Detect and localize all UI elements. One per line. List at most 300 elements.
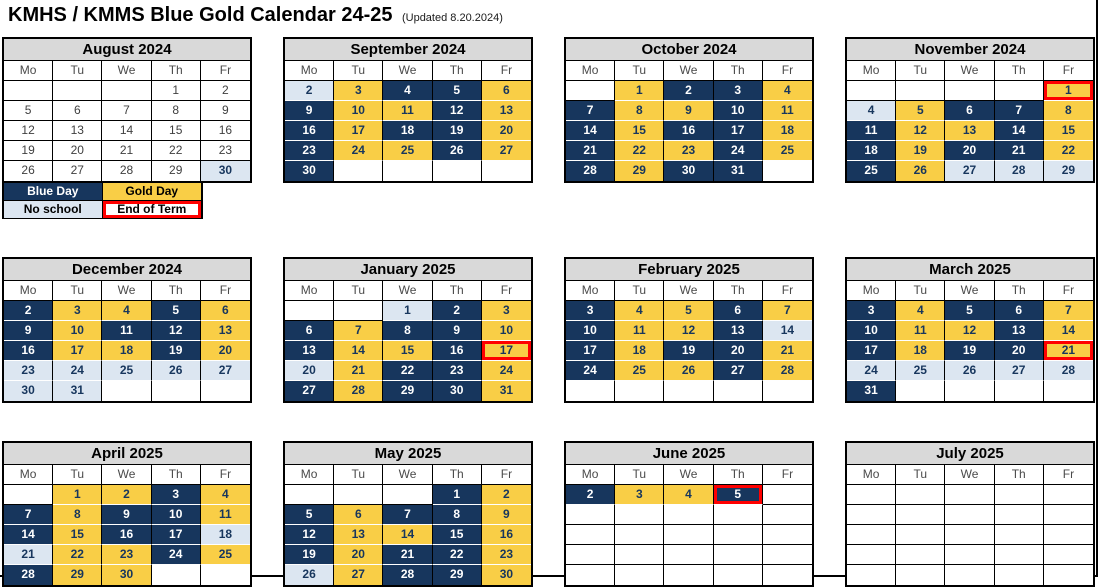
week-row xyxy=(285,485,531,505)
weekday-label: Tu xyxy=(896,281,945,300)
day-cell-white: 28 xyxy=(102,161,151,181)
day-cell-white: 14 xyxy=(102,121,151,141)
day-cell-gold-day: 9 xyxy=(664,101,713,121)
day-cell-gold-day: 22 xyxy=(615,141,664,161)
day-cell-no-school: 25 xyxy=(896,361,945,381)
day-cell-blue-day: 28 xyxy=(566,161,615,181)
week-row xyxy=(847,545,1093,565)
weekday-label: We xyxy=(664,61,713,80)
day-cell-empty xyxy=(1044,381,1093,401)
day-cell-gold-day: 15 xyxy=(53,525,102,545)
day-cell-blue-day: 19 xyxy=(664,341,713,361)
day-cell-gold-day: 26 xyxy=(896,161,945,181)
week-row xyxy=(847,381,1093,401)
week-row xyxy=(847,81,1093,101)
weekday-label: Th xyxy=(433,61,482,80)
day-cell-blue-day: 30 xyxy=(433,381,482,401)
day-cell-blue-day: 6 xyxy=(714,301,763,321)
weekday-header-row xyxy=(566,465,812,485)
day-cell-blue-day: 24 xyxy=(152,545,201,565)
day-cell-empty xyxy=(896,565,945,585)
weekday-label: We xyxy=(102,465,151,484)
weekday-label: Fr xyxy=(1062,467,1075,481)
day-cell-gold-day: 17 xyxy=(53,341,102,361)
week-row xyxy=(4,121,250,141)
day-cell-blue-day: 13 xyxy=(285,341,334,361)
day-cell-empty xyxy=(847,565,896,585)
day-cell-gold-day: 7 xyxy=(334,321,383,341)
day-cell-white: 12 xyxy=(4,121,53,141)
day-cell-blue-day: 8 xyxy=(383,321,432,341)
day-cell-gold-day: 9 xyxy=(482,505,531,525)
day-cell-blue-day: 19 xyxy=(945,341,994,361)
month-title-march-2025: March 2025 xyxy=(847,259,1093,281)
day-cell-white: 16 xyxy=(201,121,250,141)
weekday-label: We xyxy=(383,281,432,300)
day-cell-gold-day: 20 xyxy=(201,341,250,361)
day-cell-no-school: 21 xyxy=(4,545,53,565)
day-cell-empty xyxy=(615,381,664,401)
day-cell-white: 15 xyxy=(152,121,201,141)
day-cell-gold-day: 2 xyxy=(482,485,531,505)
weekday-label: Th xyxy=(714,465,763,484)
day-cell-no-school: 26 xyxy=(152,361,201,381)
week-row xyxy=(847,361,1093,381)
day-cell-empty xyxy=(995,505,1044,525)
day-cell-blue-day: 21 xyxy=(566,141,615,161)
month-title-august-2024: August 2024 xyxy=(4,39,250,61)
day-cell-empty xyxy=(847,525,896,545)
day-cell-gold-day: 15 xyxy=(383,341,432,361)
day-cell-blue-day: 17 xyxy=(566,341,615,361)
week-row xyxy=(566,101,812,121)
month-march-2025 xyxy=(845,257,1095,403)
weekday-label: We xyxy=(383,61,432,80)
day-cell-empty xyxy=(763,485,812,505)
day-cell-gold-day: 8 xyxy=(615,101,664,121)
day-cell-blue-day: 13 xyxy=(714,321,763,341)
day-cell-empty xyxy=(763,161,812,181)
week-row xyxy=(285,321,531,341)
weekday-label: Tu xyxy=(334,281,383,300)
week-row xyxy=(285,81,531,101)
weekday-header-row xyxy=(285,61,531,81)
day-cell-empty xyxy=(847,505,896,525)
day-cell-empty xyxy=(714,565,763,585)
day-cell-empty xyxy=(664,381,713,401)
weekday-header-row xyxy=(847,465,1093,485)
month-wrap-january-2025 xyxy=(283,257,533,403)
week-row xyxy=(566,81,812,101)
day-cell-gold-day: 13 xyxy=(201,321,250,341)
weekday-label: Mo xyxy=(566,61,615,80)
weekday-label: Fr xyxy=(500,63,513,77)
day-cell-blue-day: 23 xyxy=(433,361,482,381)
weekday-label: We xyxy=(664,281,713,300)
day-cell-gold-day: 12 xyxy=(896,121,945,141)
month-title-june-2025: June 2025 xyxy=(566,443,812,465)
day-cell-gold-day: 31 xyxy=(482,381,531,401)
day-cell-blue-day: 17 xyxy=(152,525,201,545)
day-cell-blue-day: 30 xyxy=(285,161,334,181)
weekday-label: Th xyxy=(714,281,763,300)
week-row xyxy=(566,341,812,361)
week-row xyxy=(4,545,250,565)
day-cell-no-school: 28 xyxy=(995,161,1044,181)
weekday-label: Th xyxy=(152,281,201,300)
day-cell-empty xyxy=(1044,545,1093,565)
month-title-april-2025: April 2025 xyxy=(4,443,250,465)
day-cell-blue-day: 14 xyxy=(4,525,53,545)
month-wrap-july-2025 xyxy=(845,441,1095,587)
day-cell-no-school: 27 xyxy=(945,161,994,181)
day-cell-empty xyxy=(152,565,201,585)
day-cell-empty xyxy=(566,565,615,585)
day-cell-gold-day: 28 xyxy=(334,381,383,401)
week-row xyxy=(285,545,531,565)
day-cell-gold-day: 29 xyxy=(53,565,102,585)
day-cell-blue-day: 29 xyxy=(383,381,432,401)
day-cell-blue-day: 5 xyxy=(285,505,334,525)
day-cell-gold-day: 30 xyxy=(102,565,151,585)
month-wrap-may-2025 xyxy=(283,441,533,587)
day-cell-white: 21 xyxy=(102,141,151,161)
month-may-2025 xyxy=(283,441,533,587)
weekday-label: Th xyxy=(152,61,201,80)
weekday-label: Mo xyxy=(4,61,53,80)
week-row xyxy=(566,381,812,401)
week-row xyxy=(566,141,812,161)
week-row xyxy=(566,161,812,181)
weekday-label: Fr xyxy=(781,283,794,297)
day-cell-blue-day: 14 xyxy=(995,121,1044,141)
weekday-label: We xyxy=(945,281,994,300)
weekday-label: Mo xyxy=(566,281,615,300)
week-row xyxy=(285,101,531,121)
day-cell-blue-day: 27 xyxy=(285,381,334,401)
day-cell-gold-day: 16 xyxy=(482,525,531,545)
day-cell-gold-day: 7 xyxy=(1044,301,1093,321)
day-cell-empty xyxy=(896,525,945,545)
month-title-december-2024: December 2024 xyxy=(4,259,250,281)
week-row xyxy=(566,545,812,565)
day-cell-empty xyxy=(945,565,994,585)
day-cell-empty xyxy=(945,545,994,565)
weekday-header-row xyxy=(4,465,250,485)
day-cell-blue-day: 21 xyxy=(995,141,1044,161)
day-cell-gold-day: 15 xyxy=(615,121,664,141)
day-cell-gold-day: 24 xyxy=(334,141,383,161)
day-cell-gold-day: 19 xyxy=(896,141,945,161)
day-cell-gold-day: 27 xyxy=(334,565,383,585)
day-cell-white: 5 xyxy=(4,101,53,121)
day-cell-gold-day: 10 xyxy=(334,101,383,121)
day-cell-no-school: 25 xyxy=(102,361,151,381)
month-title-january-2025: January 2025 xyxy=(285,259,531,281)
day-cell-gold-day: 4 xyxy=(615,301,664,321)
day-cell-empty xyxy=(896,485,945,505)
day-cell-gold-day: 14 xyxy=(334,341,383,361)
day-cell-blue-day: 3 xyxy=(566,301,615,321)
day-cell-gold-day: 23 xyxy=(664,141,713,161)
day-cell-gold-day: 5 xyxy=(896,101,945,121)
week-row xyxy=(285,565,531,585)
day-cell-gold-day: 25 xyxy=(201,545,250,565)
week-row xyxy=(285,361,531,381)
day-cell-empty xyxy=(1044,565,1093,585)
day-cell-gold-day: 18 xyxy=(896,341,945,361)
month-june-2025 xyxy=(564,441,814,587)
day-cell-gold-day: 4 xyxy=(102,301,151,321)
day-cell-blue-day: 6 xyxy=(285,321,334,341)
weekday-label: We xyxy=(383,465,432,484)
day-cell-gold-day: 18 xyxy=(102,341,151,361)
week-row xyxy=(847,101,1093,121)
day-cell-no-school: 20 xyxy=(285,361,334,381)
day-cell-empty xyxy=(566,81,615,101)
day-cell-empty xyxy=(285,485,334,505)
day-cell-gold-day: 29 xyxy=(615,161,664,181)
day-cell-gold-day: 21 xyxy=(334,361,383,381)
day-cell-empty xyxy=(995,565,1044,585)
day-cell-empty xyxy=(566,505,615,525)
weekday-label: Fr xyxy=(219,63,232,77)
day-cell-gold-day: 11 xyxy=(896,321,945,341)
week-row xyxy=(847,121,1093,141)
day-cell-gold-day: 23 xyxy=(102,545,151,565)
weekday-label: Tu xyxy=(53,465,102,484)
day-cell-blue-day: 5 xyxy=(433,81,482,101)
week-row xyxy=(847,505,1093,525)
day-cell-empty xyxy=(566,545,615,565)
month-july-2025 xyxy=(845,441,1095,587)
month-title-february-2025: February 2025 xyxy=(566,259,812,281)
day-cell-blue-day: 10 xyxy=(152,505,201,525)
day-cell-gold-day: 11 xyxy=(763,101,812,121)
day-cell-empty xyxy=(896,545,945,565)
day-cell-empty xyxy=(763,381,812,401)
weekday-header-row xyxy=(4,61,250,81)
day-cell-no-school: 24 xyxy=(847,361,896,381)
week-row xyxy=(566,565,812,585)
week-row xyxy=(847,321,1093,341)
day-cell-blue-day: 31 xyxy=(847,381,896,401)
legend-blue-day: Blue Day xyxy=(4,183,103,200)
weekday-label: Mo xyxy=(847,281,896,300)
weekday-header-row xyxy=(285,465,531,485)
day-cell-gold-day: 4 xyxy=(896,301,945,321)
weekday-label: Fr xyxy=(500,283,513,297)
day-cell-white: 23 xyxy=(201,141,250,161)
day-cell-blue-day: 15 xyxy=(433,525,482,545)
day-cell-no-school: 27 xyxy=(201,361,250,381)
weekday-label: Mo xyxy=(285,281,334,300)
day-cell-blue-day: 4 xyxy=(383,81,432,101)
day-cell-gold-day: 4 xyxy=(664,485,713,505)
day-cell-white: 7 xyxy=(102,101,151,121)
day-cell-gold-day: 17 xyxy=(334,121,383,141)
day-cell-blue-day: 12 xyxy=(433,101,482,121)
month-september-2024 xyxy=(283,37,533,183)
day-cell-no-school: 26 xyxy=(285,565,334,585)
day-cell-white: 19 xyxy=(4,141,53,161)
week-row xyxy=(4,525,250,545)
month-october-2024 xyxy=(564,37,814,183)
month-title-july-2025: July 2025 xyxy=(847,443,1093,465)
day-cell-empty xyxy=(102,381,151,401)
month-wrap-april-2025 xyxy=(2,441,252,587)
day-cell-no-school: 23 xyxy=(4,361,53,381)
day-cell-blue-day: 3 xyxy=(152,485,201,505)
day-cell-gold-day: 8 xyxy=(1044,101,1093,121)
day-cell-blue-day: 5 xyxy=(714,485,763,505)
day-cell-gold-day: 14 xyxy=(1044,321,1093,341)
day-cell-blue-day: 1 xyxy=(433,485,482,505)
day-cell-gold-day: 11 xyxy=(201,505,250,525)
weekday-label: Th xyxy=(995,61,1044,80)
weekday-label: Tu xyxy=(615,281,664,300)
month-february-2025 xyxy=(564,257,814,403)
day-cell-blue-day: 27 xyxy=(714,361,763,381)
legend-gold-day: Gold Day xyxy=(103,183,202,200)
weekday-label: Tu xyxy=(334,61,383,80)
day-cell-blue-day: 10 xyxy=(714,101,763,121)
weekday-header-row xyxy=(566,281,812,301)
week-row xyxy=(566,321,812,341)
day-cell-blue-day: 22 xyxy=(383,361,432,381)
day-cell-gold-day: 13 xyxy=(482,101,531,121)
updated-note: (Updated 8.20.2024) xyxy=(401,12,503,24)
day-cell-blue-day: 16 xyxy=(4,341,53,361)
weekday-label: Th xyxy=(152,465,201,484)
day-cell-blue-day: 20 xyxy=(995,341,1044,361)
day-cell-gold-day: 28 xyxy=(763,361,812,381)
month-wrap-november-2024 xyxy=(845,37,1095,183)
week-row xyxy=(566,525,812,545)
day-cell-empty xyxy=(1044,505,1093,525)
day-cell-gold-day: 6 xyxy=(482,81,531,101)
day-cell-no-school: 28 xyxy=(1044,361,1093,381)
day-cell-empty xyxy=(847,81,896,101)
weekday-header-row xyxy=(847,281,1093,301)
legend-no-school: No school xyxy=(4,200,103,218)
day-cell-blue-day: 24 xyxy=(714,141,763,161)
legend xyxy=(2,183,203,219)
week-row xyxy=(4,101,250,121)
day-cell-gold-day: 2 xyxy=(102,485,151,505)
day-cell-blue-day: 9 xyxy=(285,101,334,121)
day-cell-blue-day: 30 xyxy=(664,161,713,181)
day-cell-empty xyxy=(896,81,945,101)
day-cell-gold-day: 10 xyxy=(53,321,102,341)
week-row xyxy=(4,361,250,381)
week-row xyxy=(285,121,531,141)
day-cell-empty xyxy=(847,485,896,505)
day-cell-blue-day: 12 xyxy=(152,321,201,341)
month-april-2025 xyxy=(2,441,252,587)
day-cell-gold-day: 13 xyxy=(945,121,994,141)
day-cell-gold-day: 22 xyxy=(1044,141,1093,161)
day-cell-no-school: 31 xyxy=(53,381,102,401)
weekday-label: Th xyxy=(714,61,763,80)
day-cell-empty xyxy=(763,505,812,525)
weekday-label: Fr xyxy=(500,467,513,481)
day-cell-white: 13 xyxy=(53,121,102,141)
day-cell-empty xyxy=(53,81,102,101)
day-cell-empty xyxy=(945,525,994,545)
day-cell-empty xyxy=(714,525,763,545)
weekday-label: Tu xyxy=(334,465,383,484)
months-grid xyxy=(2,37,1095,587)
weekday-label: Tu xyxy=(53,281,102,300)
week-row xyxy=(847,161,1093,181)
day-cell-empty xyxy=(714,545,763,565)
day-cell-empty xyxy=(334,485,383,505)
weekday-label: Fr xyxy=(1062,63,1075,77)
month-november-2024 xyxy=(845,37,1095,183)
day-cell-white: 6 xyxy=(53,101,102,121)
month-january-2025 xyxy=(283,257,533,403)
day-cell-no-school: 14 xyxy=(763,321,812,341)
day-cell-empty xyxy=(664,565,713,585)
day-cell-gold-day: 4 xyxy=(201,485,250,505)
week-row xyxy=(285,505,531,525)
day-cell-empty xyxy=(383,485,432,505)
day-cell-gold-day: 1 xyxy=(1044,81,1093,101)
day-cell-gold-day: 24 xyxy=(482,361,531,381)
day-cell-blue-day: 19 xyxy=(285,545,334,565)
month-title-november-2024: November 2024 xyxy=(847,39,1093,61)
month-december-2024 xyxy=(2,257,252,403)
day-cell-blue-day: 17 xyxy=(847,341,896,361)
day-cell-white: 27 xyxy=(53,161,102,181)
day-cell-white: 1 xyxy=(152,81,201,101)
week-row xyxy=(566,121,812,141)
day-cell-gold-day: 1 xyxy=(615,81,664,101)
day-cell-blue-day: 7 xyxy=(995,101,1044,121)
day-cell-blue-day: 5 xyxy=(945,301,994,321)
month-wrap-march-2025 xyxy=(845,257,1095,403)
week-row xyxy=(566,301,812,321)
day-cell-empty xyxy=(334,161,383,181)
day-cell-gold-day: 21 xyxy=(763,341,812,361)
weekday-label: Th xyxy=(995,281,1044,300)
day-cell-no-school: 1 xyxy=(383,301,432,321)
weekday-label: Mo xyxy=(4,465,53,484)
day-cell-blue-day: 16 xyxy=(664,121,713,141)
day-cell-gold-day: 23 xyxy=(482,545,531,565)
day-cell-empty xyxy=(1044,525,1093,545)
day-cell-gold-day: 21 xyxy=(1044,341,1093,361)
day-cell-gold-day: 27 xyxy=(482,141,531,161)
day-cell-gold-day: 25 xyxy=(383,141,432,161)
day-cell-blue-day: 14 xyxy=(566,121,615,141)
day-cell-gold-day: 8 xyxy=(53,505,102,525)
week-row xyxy=(847,341,1093,361)
day-cell-no-school: 2 xyxy=(285,81,334,101)
day-cell-no-school: 26 xyxy=(945,361,994,381)
day-cell-blue-day: 3 xyxy=(714,81,763,101)
month-wrap-october-2024 xyxy=(564,37,814,183)
weekday-label: Fr xyxy=(219,467,232,481)
week-row xyxy=(285,141,531,161)
day-cell-empty xyxy=(945,505,994,525)
weekday-label: Fr xyxy=(1062,283,1075,297)
day-cell-blue-day: 18 xyxy=(383,121,432,141)
weekday-label: Fr xyxy=(781,467,794,481)
day-cell-gold-day: 7 xyxy=(763,301,812,321)
day-cell-blue-day: 6 xyxy=(945,101,994,121)
